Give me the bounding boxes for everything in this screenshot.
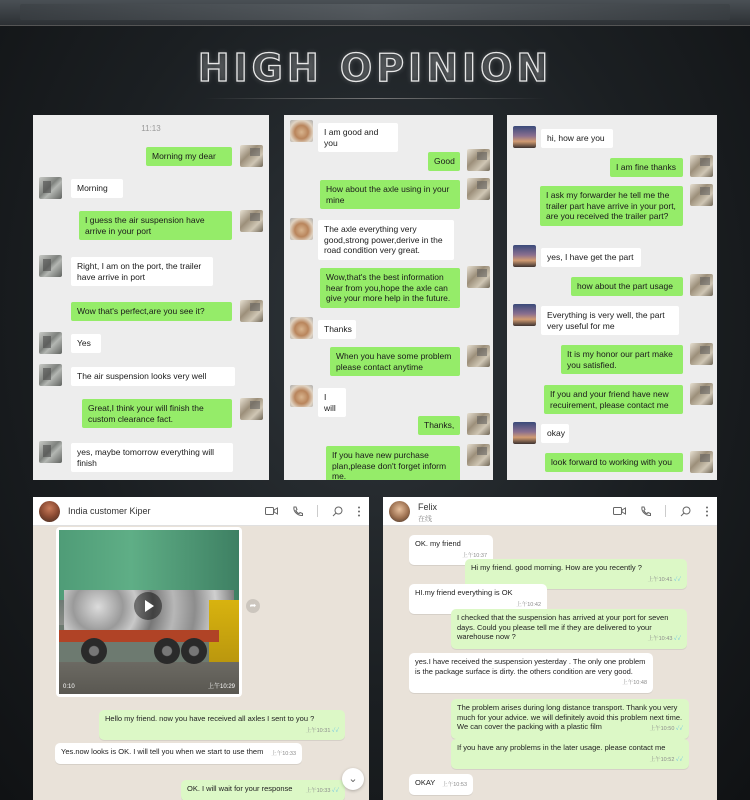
chat-bubble: okay <box>541 424 569 443</box>
message-text: Hello my friend. now you have received all axles I sent to you ? <box>105 714 315 723</box>
avatar <box>39 177 62 199</box>
message-bubble <box>409 774 473 795</box>
avatar <box>690 451 713 473</box>
chat-bubble: I am fine thanks <box>610 158 683 177</box>
message-text: HI.my friend everything is OK <box>415 588 513 597</box>
message-time: 上午10:43 ✓✓ <box>648 635 681 645</box>
play-icon[interactable] <box>134 592 162 620</box>
forward-icon[interactable]: ➦ <box>246 599 260 613</box>
chat-bubble: The air suspension looks very well <box>71 367 235 386</box>
chat-bubble: hi, how are you <box>541 129 613 148</box>
chat-bubble: how about the part usage <box>571 277 683 296</box>
wechat-panel-3 <box>507 115 717 480</box>
message-bubble <box>451 739 689 769</box>
chat-bubble: Everything is very well, the part very useful for me <box>541 306 679 335</box>
avatar <box>513 422 536 444</box>
contact-avatar[interactable] <box>389 501 410 522</box>
avatar <box>290 385 313 407</box>
avatar <box>240 398 263 420</box>
avatar <box>290 218 313 240</box>
header-divider <box>317 505 318 517</box>
avatar <box>39 364 62 386</box>
avatar <box>39 441 62 463</box>
message-text: OK. my friend <box>415 539 461 548</box>
avatar <box>467 413 490 435</box>
chat-header <box>383 497 717 526</box>
message-bubble <box>99 710 345 740</box>
message-time: 上午10:50 ✓✓ <box>650 725 683 735</box>
avatar <box>467 266 490 288</box>
banner-title: HIGH OPINION <box>197 46 553 90</box>
video-thumbnail[interactable] <box>59 530 239 694</box>
message-time: 上午10:41 ✓✓ <box>648 576 681 586</box>
message-text: I checked that the suspension has arrived at your port for seven days. Could you please tell me if they are delivered to your warehouse now ? <box>457 613 669 641</box>
message-text: yes.I have received the suspension yesterday . The only one problem is the package surface is dirty. the others condition are very good. <box>415 657 646 676</box>
chat-bubble: Thanks, <box>418 416 460 435</box>
chat-bubble: I guess the air suspension have arrive in your port <box>79 211 232 240</box>
chat-bubble: Good <box>428 152 460 171</box>
whatsapp-window-1 <box>33 497 369 800</box>
video-message[interactable] <box>56 527 242 697</box>
banner-divider <box>205 98 545 99</box>
phone-icon[interactable] <box>640 506 651 517</box>
chat-timestamp: 11:13 <box>141 124 161 133</box>
chat-bubble: look forward to working with you <box>545 453 683 472</box>
avatar <box>513 245 536 267</box>
thumbnail-wheel <box>154 638 180 664</box>
chat-bubble: Wow,that's the best information hear from you,hope the axle can give your more help in the future. <box>320 268 460 308</box>
chat-bubble: I am good and you <box>318 123 398 152</box>
message-time: 上午10:29 <box>207 684 235 690</box>
avatar <box>467 345 490 367</box>
avatar <box>467 178 490 200</box>
header-divider <box>665 505 666 517</box>
contact-avatar[interactable] <box>39 501 60 522</box>
chat-bubble: Morning <box>71 179 123 198</box>
message-text: Hi my friend. good morning. How are you recently ? <box>471 563 642 572</box>
avatar <box>690 184 713 206</box>
chat-bubble: If you have new purchase plan,please don't forget inform me. <box>326 446 460 480</box>
avatar <box>513 126 536 148</box>
message-time: 上午10:48 <box>622 680 647 686</box>
message-time: 上午10:33 <box>271 751 296 757</box>
chat-bubble: Yes <box>71 334 101 353</box>
message-text: OKAY <box>415 778 436 787</box>
message-time: 上午10:37 <box>462 552 487 559</box>
message-time: 上午10:33 ✓✓ <box>306 787 339 797</box>
avatar <box>240 300 263 322</box>
chat-bubble: If you and your friend have new recuirement, please contact me <box>544 385 683 414</box>
message-bubble <box>451 699 689 739</box>
header-actions <box>265 504 361 518</box>
top-bar-shine <box>20 4 730 20</box>
message-time: 上午10:31 ✓✓ <box>306 727 339 737</box>
menu-icon[interactable] <box>357 506 361 517</box>
chat-bubble: Wow that's perfect,are you see it? <box>71 302 232 321</box>
thumbnail-wheel <box>81 638 107 664</box>
avatar <box>290 120 313 142</box>
avatar <box>467 149 490 171</box>
menu-icon[interactable] <box>705 506 709 517</box>
chat-bubble: Great,I think your will finish the custom clearance fact. <box>82 399 232 428</box>
video-call-icon[interactable] <box>613 506 626 516</box>
message-text: The problem arises during long distance transport. Thank you very much for your advice. we will definitely avoid this problem next time. We can cover the packing with a plastic film <box>457 703 683 731</box>
search-icon[interactable] <box>680 506 691 517</box>
message-bubble <box>55 743 302 764</box>
phone-icon[interactable] <box>292 506 303 517</box>
message-time: 上午10:42 <box>516 601 541 608</box>
video-call-icon[interactable] <box>265 506 278 516</box>
avatar <box>690 343 713 365</box>
message-bubble <box>451 609 687 649</box>
chat-header <box>33 497 369 526</box>
message-time: 上午10:52 ✓✓ <box>650 756 683 766</box>
avatar <box>467 444 490 466</box>
message-text: OK. I will wait for your response <box>187 784 293 793</box>
message-bubble <box>181 780 345 800</box>
avatar <box>240 145 263 167</box>
avatar <box>690 274 713 296</box>
contact-name[interactable]: India customer Kiper <box>68 506 151 516</box>
chat-bubble: yes, I have get the part <box>541 248 641 267</box>
contact-name[interactable]: Felix <box>418 502 438 512</box>
chat-bubble: Morning my dear <box>146 147 232 166</box>
avatar <box>39 255 62 277</box>
header-actions <box>613 504 709 518</box>
contact-status: 在线 <box>418 516 432 523</box>
avatar <box>290 317 313 339</box>
chat-bubble: When you have some problem please contact anytime <box>330 347 460 376</box>
chevron-down-icon[interactable]: ⌄ <box>342 768 364 790</box>
message-time: 上午10:53 <box>442 782 467 788</box>
chat-bubble: It is my honor our part make you satisfied. <box>561 345 683 374</box>
wechat-panel-2 <box>284 115 493 480</box>
chat-bubble: How about the axle using in your mine <box>320 180 460 209</box>
avatar <box>39 332 62 354</box>
avatar <box>240 210 263 232</box>
chat-bubble: I ask my forwarder he tell me the trailer part have arrive in your port, are you received the trailer part? <box>540 186 683 226</box>
chat-bubble: The axle everything very good,strong power,derive in the road condition very great. <box>318 220 454 260</box>
chat-bubble: I will <box>318 388 346 417</box>
chat-bubble: yes, maybe tomorrow everything will finish <box>71 443 233 472</box>
avatar <box>513 304 536 326</box>
video-duration: 0:10 <box>63 684 75 690</box>
chat-bubble: Right, I am on the port, the trailer have arrive in port <box>71 257 213 286</box>
whatsapp-window-2 <box>383 497 717 800</box>
avatar <box>690 155 713 177</box>
search-icon[interactable] <box>332 506 343 517</box>
message-text: Yes.now looks is OK. I will tell you when we start to use them <box>61 747 264 756</box>
message-bubble <box>409 653 653 693</box>
chat-bubble: Thanks <box>318 320 356 339</box>
top-bar <box>0 0 750 26</box>
avatar <box>690 383 713 405</box>
message-text: If you have any problems in the later usage. please contact me <box>457 743 666 752</box>
wechat-panel-1 <box>33 115 269 480</box>
thumbnail-wheel <box>181 638 207 664</box>
